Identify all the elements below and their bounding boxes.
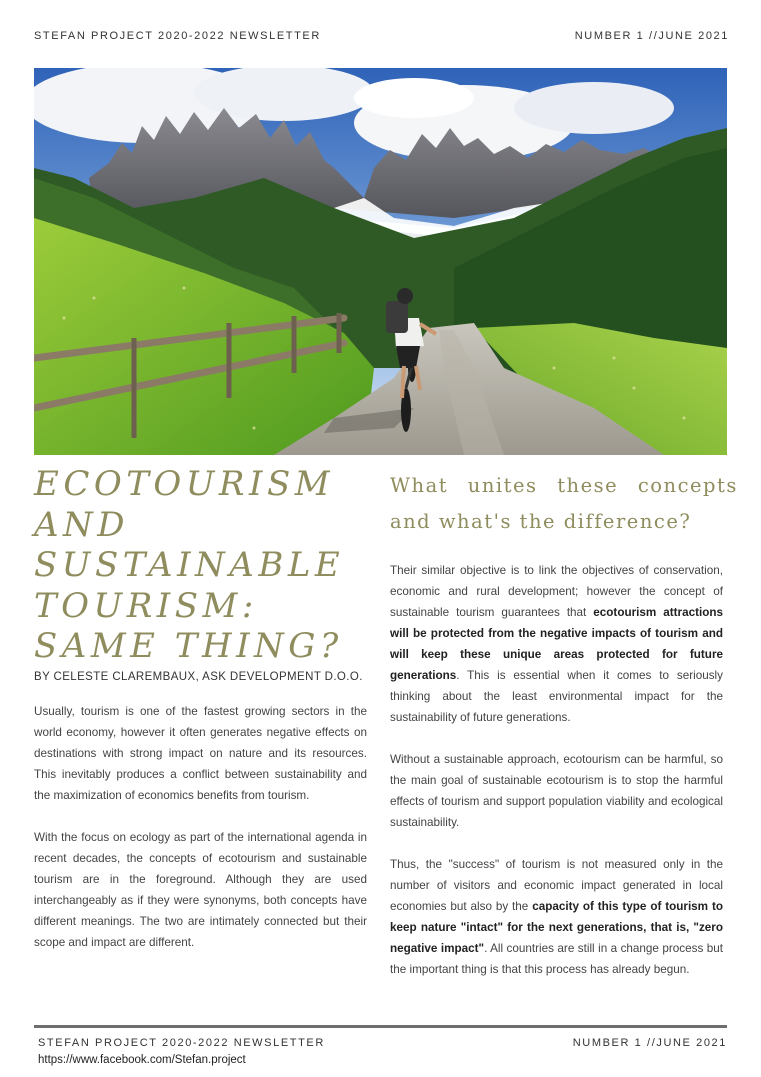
text-run: . This is essential when it comes to seriously thinking about the least environmental impact for the sustainability of future generations.	[390, 669, 723, 724]
paragraph	[390, 560, 723, 728]
subtitle-line: and what's the difference?	[390, 510, 692, 533]
title-line: ECOTOURISM	[34, 464, 335, 504]
article-right-column	[390, 560, 723, 1001]
section-subtitle	[390, 468, 738, 540]
emphasis-text: ecotourism attractions will be protected from the negative impacts of tourism and will keep these unique areas protected for future generations	[390, 606, 723, 682]
text-run: . All countries are still in a change process but the important thing is that this process has already begun.	[390, 942, 723, 976]
article-byline: BY CELESTE CLAREMBAUX, ASK DEVELOPMENT D.O.O.	[34, 671, 363, 683]
footer-issue-number: NUMBER 1 //JUNE 2021	[572, 1037, 727, 1049]
footer-newsletter-title: STEFAN PROJECT 2020-2022 NEWSLETTER	[38, 1037, 325, 1049]
article-left-column	[34, 701, 367, 974]
article-title	[34, 464, 374, 667]
footer-divider	[34, 1025, 727, 1028]
title-line: SUSTAINABLE	[34, 545, 345, 585]
title-line: SAME THING?	[34, 626, 343, 666]
paragraph: Without a sustainable approach, ecotourism can be harmful, so the main goal of sustainable ecotourism is to stop the harmful effects of tourism and support population viability and ecological sustainability.	[390, 753, 723, 829]
title-line: TOURISM:	[34, 585, 258, 626]
emphasis-text: capacity of this type of tourism to keep nature "intact" for the next generations, that is, "zero negative impact"	[390, 900, 723, 955]
text-run: Thus, the "success" of tourism is not measured only in the number of visitors and economic impact generated in local economies but also by the	[390, 858, 723, 913]
title-line: AND	[34, 504, 130, 545]
hero-image	[34, 68, 727, 455]
subtitle-line: What unites these concepts	[390, 474, 738, 497]
footer-facebook-link[interactable]: https://www.facebook.com/Stefan.project	[38, 1054, 246, 1066]
paragraph	[390, 854, 723, 980]
paragraph: With the focus on ecology as part of the international agenda in recent decades, the concepts of ecotourism and sustainable tourism are in the foreground. Although they are used interchangeably as if they were synonyms, both concepts have different meanings. The two are intimately connected but their scope and impact are different.	[34, 831, 367, 949]
hero-illustration	[34, 68, 727, 455]
text-run: Their similar objective is to link the objectives of conservation, economic and rural development; however the concept of sustainable tourism guarantees that	[390, 564, 723, 619]
header-newsletter-title: STEFAN PROJECT 2020-2022 NEWSLETTER	[34, 30, 321, 42]
header-issue-number: NUMBER 1 //JUNE 2021	[574, 30, 729, 42]
paragraph: Usually, tourism is one of the fastest growing sectors in the world economy, however it often generates negative effects on destinations with strong impact on nature and its resources. This inevitably produces a conflict between sustainability and the maximization of economics benefits from tourism.	[34, 705, 367, 802]
